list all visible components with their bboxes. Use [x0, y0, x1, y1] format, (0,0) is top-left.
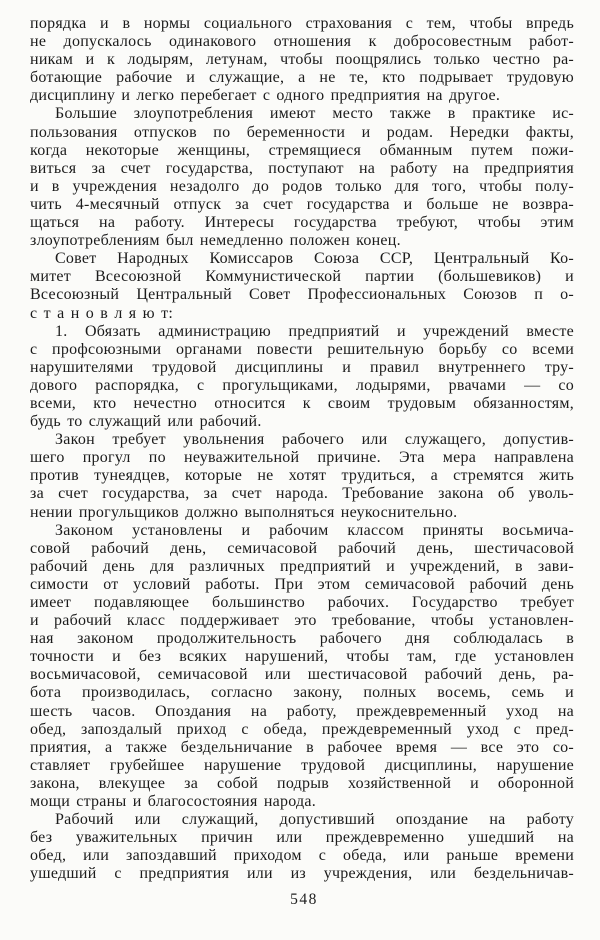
text-line: ставляет грубейшее нарушение трудовой дисциплины, нарушение	[30, 756, 574, 774]
text-line: всеми, кто нечестно относится к своим трудовым обязанностям,	[30, 394, 574, 412]
paragraph	[30, 431, 574, 521]
text-line: порядка и в нормы социального страхования с тем, чтобы впредь	[30, 15, 574, 32]
text-line: имеет подавляющее большинство рабочих. Государство требует	[30, 594, 574, 611]
text-line: нении прогульщиков должно выполняться неукоснительно.	[30, 503, 458, 521]
text-line: ная законом продолжительность рабочего дня соблюдалась в	[30, 630, 574, 648]
text-line: закона, влекущее за собой подрыв хозяйственной и оборонной	[30, 774, 574, 792]
paragraph	[30, 323, 574, 432]
text-line: Рабочий или служащий, допустивший опоздание на работу	[55, 811, 574, 829]
text-line: мощи страны и благосостояния народа.	[30, 793, 317, 811]
text-line: Всесоюзный Центральный Совет Профессиональных Союзов п о-	[30, 286, 574, 304]
text-line: против тунеядцев, которые не хотят трудиться, а стремятся жить	[30, 467, 574, 485]
text-line: с профсоюзными органами повести решительную борьбу со всеми	[30, 340, 574, 358]
paragraph	[30, 522, 574, 812]
text-line: и рабочий класс поддерживает это требование, чтобы установлен-	[30, 612, 574, 630]
text-line: восьмичасовой, семичасовой или шестичасовой рабочий день, ра-	[30, 666, 574, 684]
text-line: Большие злоупотребления имеют место также в практике ис-	[55, 105, 574, 123]
text-line: никам и к лодырям, летунам, чтобы поощрялись только честно ра-	[30, 51, 574, 69]
page-number: 548	[290, 890, 318, 908]
text-line: совой рабочий день, семичасовой рабочий день, шестичасовой	[30, 539, 574, 557]
text-line: обед, или запоздавший приходом с обеда, или раньше времени	[30, 847, 574, 865]
text-line: бота производилась, согласно закону, полных восемь, семь и	[30, 684, 574, 702]
paragraph	[30, 15, 574, 105]
text-line: шесть часов. Опоздания на работу, преждевременный уход на	[30, 702, 574, 720]
text-line: ботающие рабочие и служащие, а не те, кто подрывает трудовую	[30, 69, 574, 87]
text-line: за счет государства, за счет народа. Требование закона об уволь-	[30, 485, 574, 503]
text-line: пользования отпусков по беременности и родам. Нередки факты,	[30, 123, 574, 141]
text-line: виться за счет государства, поступают на работу на предприятия	[30, 159, 574, 177]
text-line: шего прогул по неуважительной причине. Эта мера направлена	[30, 449, 574, 467]
text-line: приятия, а также бездельничание в рабочее время — все это со-	[30, 738, 574, 756]
text-line: когда некоторые женщины, стремящиеся обманным путем пожи-	[30, 141, 574, 159]
text-line: дового распорядка, с прогульщиками, лодырями, рвачами — со	[30, 376, 574, 394]
text-line: будь то служащий или рабочий.	[30, 413, 262, 431]
text-line: митет Всесоюзной Коммунистической партии (большевиков) и	[30, 268, 574, 286]
text-line: без уважительных причин или преждевременно ушедший на	[30, 829, 574, 847]
text-line: симости от условий работы. При этом семичасовой рабочий день	[30, 575, 574, 593]
text-line: с т а н о в л я ю т:	[30, 304, 174, 322]
text-line: нарушителями трудовой дисциплины и правил внутреннего тру-	[30, 358, 574, 376]
text-line: обед, запоздалый приход с обеда, преждевременный уход с пред-	[30, 720, 574, 738]
text-line: щаться на работу. Интересы государства требуют, чтобы этим	[30, 214, 574, 232]
text-line: рабочий день для различных предприятий и учреждений, в зави-	[30, 557, 574, 575]
text-line: Совет Народных Комиссаров Союза ССР, Центральный Ко-	[55, 250, 574, 268]
text-line: и в учреждения незадолго до родов только для того, чтобы полу-	[30, 177, 574, 195]
paragraph	[30, 811, 574, 883]
text-line: Закон требует увольнения рабочего или служащего, допустив-	[55, 431, 574, 449]
text-line: дисциплину и легко перебегает с одного предприятия на другое.	[30, 87, 501, 105]
text-line: 1. Обязать администрацию предприятий и учреждений вместе	[55, 322, 574, 340]
text-line: Законом установлены и рабочим классом приняты восьмича-	[55, 521, 574, 539]
text-line: чить 4-месячный отпуск за счет государства и больше не возвра-	[30, 195, 574, 213]
text-line: ушедший с предприятия или из учреждения, или бездельничав-	[30, 865, 574, 883]
text-line: не допускалось одинакового отношения к добросовестным работ-	[30, 33, 574, 51]
paragraph	[30, 105, 574, 250]
text-line: злоупотреблениям был немедленно положен конец.	[30, 232, 401, 250]
text-line: точности и без всяких нарушений, чтобы там, где установлен	[30, 648, 574, 666]
paragraph	[30, 250, 574, 322]
